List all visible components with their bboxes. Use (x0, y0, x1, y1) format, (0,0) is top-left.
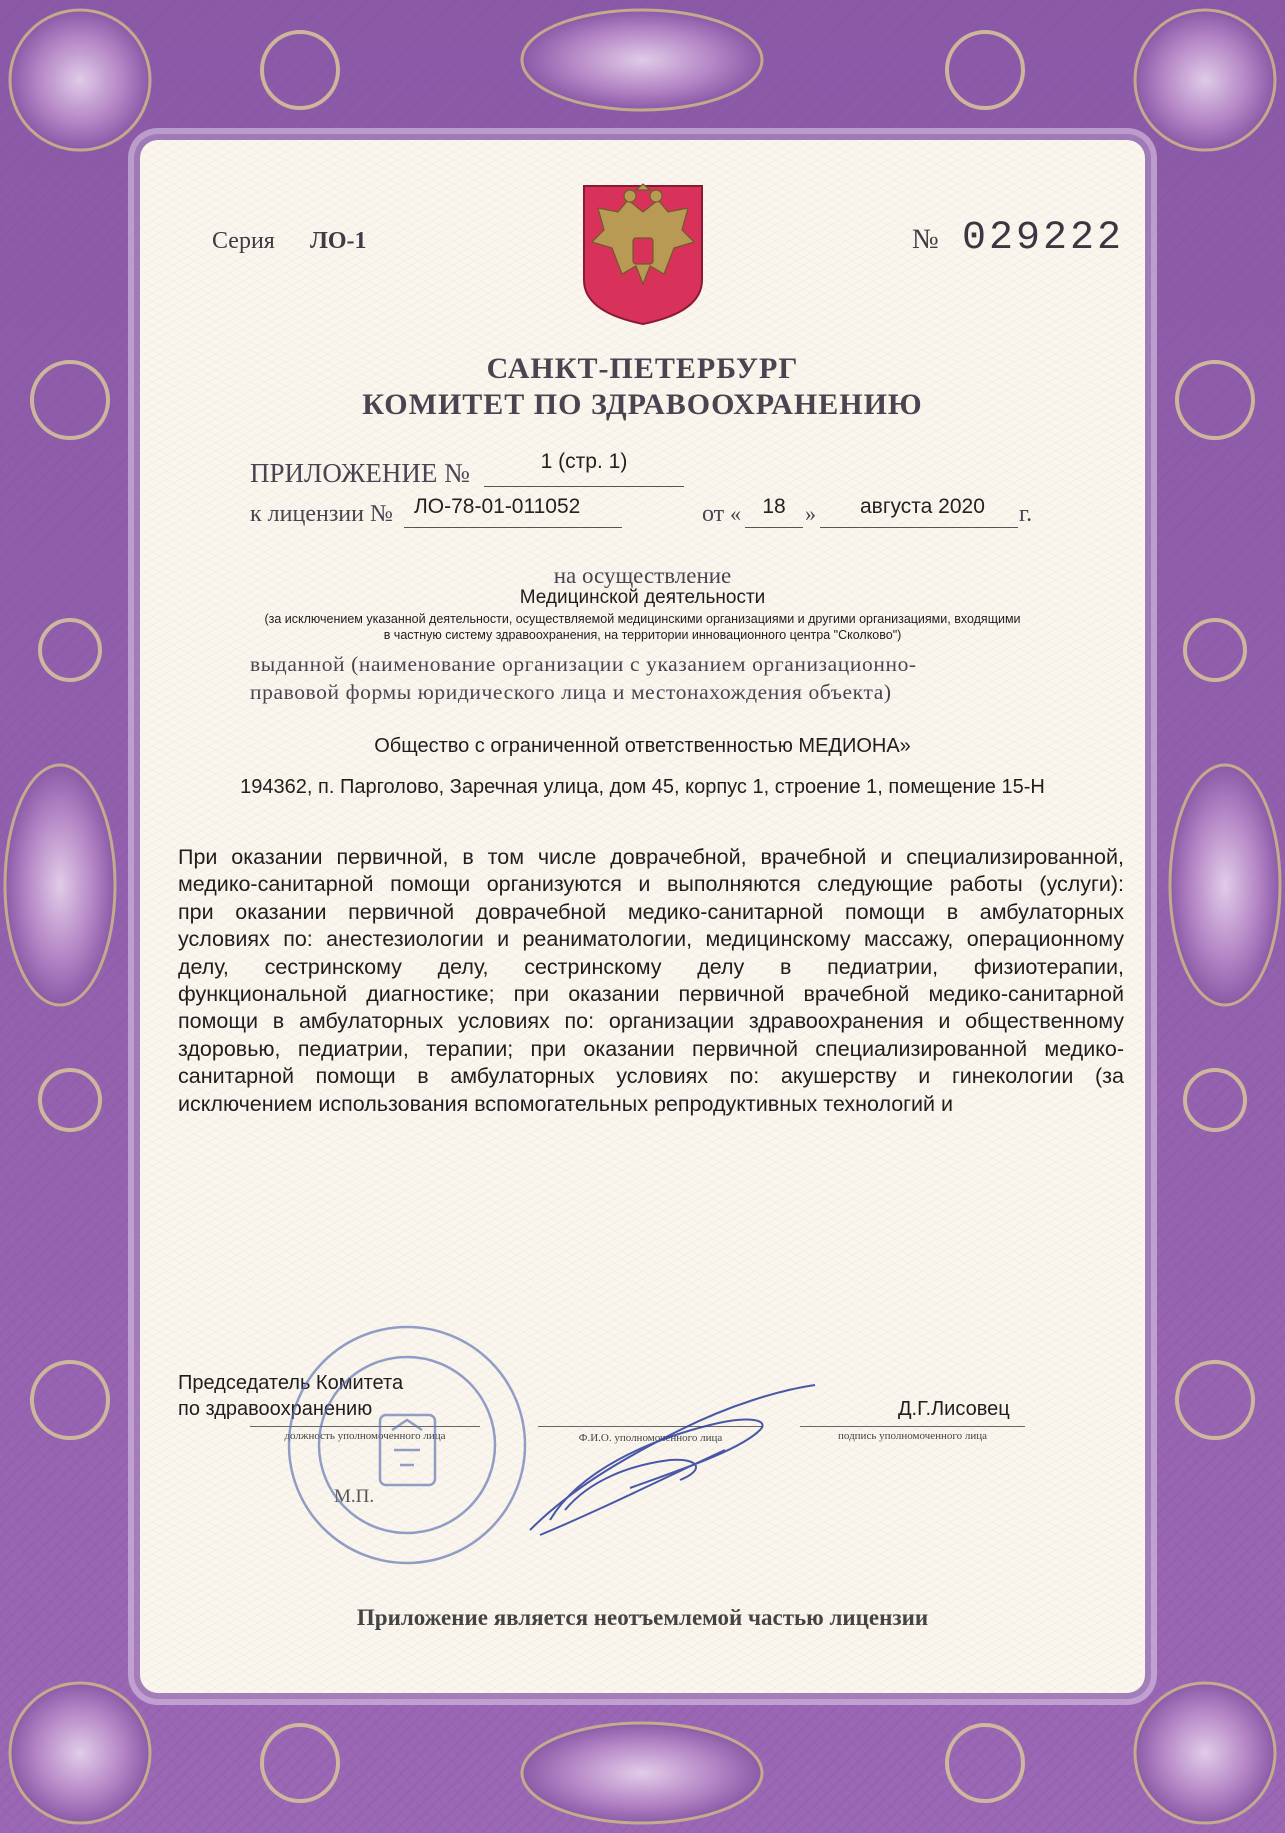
services-line: условиях по: анестезиологии и реаниматологии, медицинскому массажу, операционному (178, 927, 1124, 952)
services-line: исключением использования вспомогательных репродуктивных технологий и (178, 1091, 954, 1116)
month-year-value: августа 2020 (860, 495, 985, 518)
city-heading: САНКТ-ПЕТЕРБУРГ (486, 352, 799, 385)
activity-name: Медицинской деятельности (519, 587, 766, 608)
services-line: при оказании первичной доврачебной медико-санитарной помощи в амбулаторных (178, 899, 1124, 924)
activity-intro: на осуществление (553, 563, 732, 588)
caption-name: Ф.И.О. уполномоченного лица (578, 1432, 723, 1444)
appendix-label: ПРИЛОЖЕНИЕ № (250, 458, 470, 488)
quote-open: « (730, 501, 741, 526)
license-number-value: ЛО-78-01-011052 (414, 495, 581, 518)
services-line: санитарной помощи в амбулаторных условиях по: акушерству и гинекологии (за (178, 1064, 1124, 1089)
issued-to-line-1: выданной (наименование организации с указанием организационно- (250, 652, 917, 676)
caption-signature: подпись уполномоченного лица (838, 1430, 987, 1442)
appendix-number-value: 1 (стр. 1) (540, 450, 628, 473)
signer-position-line-1: Председатель Комитета (178, 1372, 404, 1394)
services-line: функциональной диагностике; при оказании первичной врачебной медико-санитарной (178, 982, 1124, 1007)
official-seal-icon (282, 1320, 532, 1570)
appendix-number-field (484, 448, 684, 487)
quote-close: » (805, 501, 816, 526)
license-label: к лицензии № (250, 501, 393, 527)
number-sign: № (912, 224, 939, 255)
handwritten-signature-icon (510, 1370, 830, 1550)
signer-name: Д.Г.Лисовец (898, 1398, 1010, 1420)
day-value: 18 (762, 495, 786, 518)
russian-coat-of-arms-icon (578, 182, 708, 327)
series-value: ЛО-1 (310, 228, 367, 254)
license-number-field (404, 495, 622, 528)
caption-position: должность уполномоченного лица (284, 1430, 446, 1442)
month-year-field (820, 495, 1018, 528)
activity-note-line-1: (за исключением указанной деятельности, осуществляемой медицинскими организациями и другими организациями, входящими (264, 612, 1021, 626)
seal-place-label: М.П. (334, 1486, 375, 1507)
services-line: медико-санитарной помощи организуются и выполняются следующие работы (услуги): (178, 872, 1124, 897)
services-line: делу, сестринскому делу, сестринскому делу в педиатрии, физиотерапии, (178, 954, 1124, 979)
form-number: 029222 (962, 216, 1125, 261)
services-line: При оказании первичной, в том числе доврачебной, врачебной и специализированной, (178, 845, 1124, 869)
footer-note: Приложение является неотъемлемой частью лицензии (356, 1605, 929, 1630)
date-from-label: от (702, 501, 725, 527)
services-line: помощи в амбулаторных условиях по: организации здравоохранения и общественному (178, 1009, 1124, 1034)
services-paragraph (178, 844, 1124, 1118)
issued-to-line-2: правовой формы юридического лица и местонахождения объекта) (250, 680, 892, 704)
series-label: Серия (212, 228, 275, 254)
organization-name: Общество с ограниченной ответственностью МЕДИОНА» (374, 735, 911, 757)
signer-position-line-2: по здравоохранению (178, 1398, 373, 1420)
services-line: здоровью, педиатрии, терапии; при оказании первичной специализированной медико- (178, 1036, 1124, 1061)
activity-note-line-2: в частную систему здравоохранения, на территории инновационного центра "Сколково") (383, 628, 902, 642)
organization-address: 194362, п. Парголово, Заречная улица, дом 45, корпус 1, строение 1, помещение 15-Н (240, 776, 1045, 798)
committee-heading: КОМИТЕТ ПО ЗДРАВООХРАНЕНИЮ (362, 388, 923, 421)
day-field (745, 495, 803, 528)
year-suffix: г. (1019, 501, 1033, 527)
